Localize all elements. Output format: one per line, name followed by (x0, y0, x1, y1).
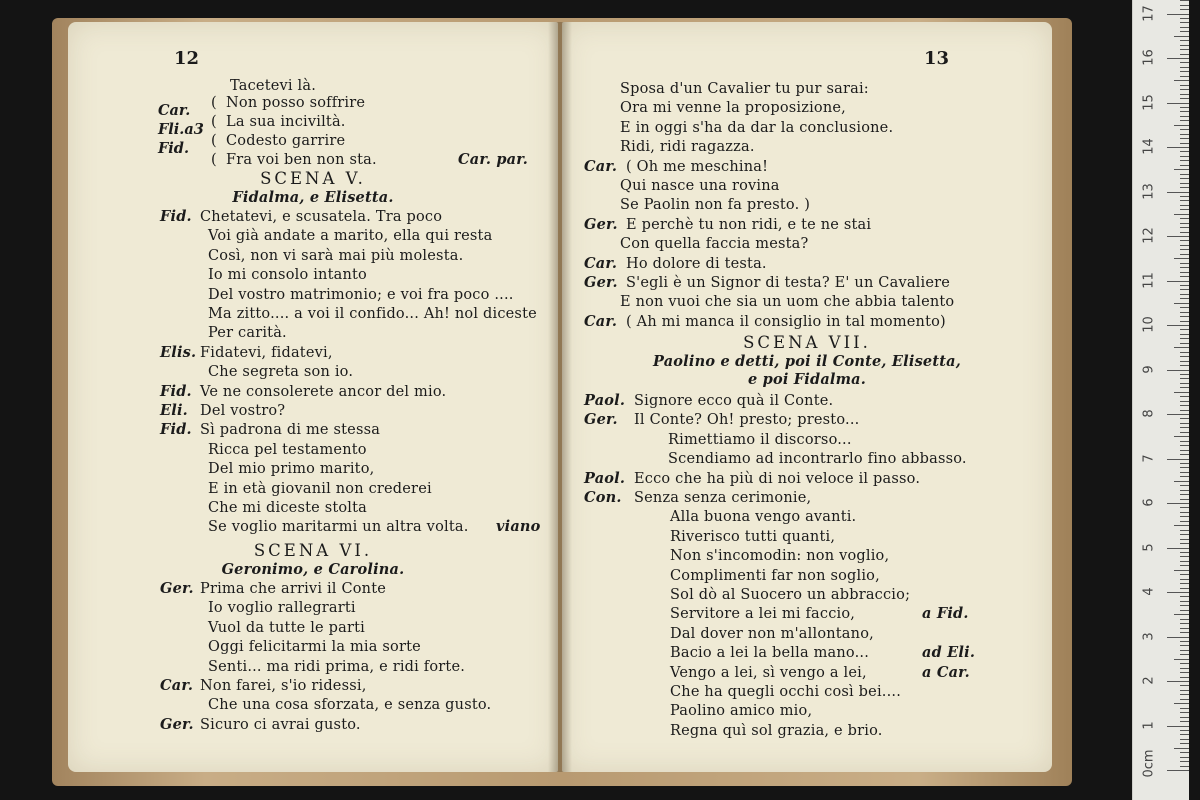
verse-line: Servitore a lei mi faccio, (670, 606, 856, 623)
ruler-tick (1180, 552, 1189, 553)
speaker-label: Ger. (584, 274, 618, 291)
ruler-number: 10 (1141, 316, 1157, 333)
ruler-unit-label: 0cm (1141, 749, 1157, 778)
speaker-label: Paol. (584, 392, 626, 409)
ruler-tick (1174, 659, 1189, 660)
verse-line: Ridi, ridi ragazza. (620, 139, 755, 156)
verse-line: E in età giovanil non crederei (208, 480, 432, 497)
speaker-label: Paol. (584, 469, 626, 487)
ruler-tick (1180, 654, 1189, 655)
ruler-tick (1174, 570, 1189, 571)
left-page-text (68, 22, 558, 772)
ruler-tick (1180, 67, 1189, 68)
ruler-tick (1180, 530, 1189, 531)
ruler-tick (1167, 325, 1189, 326)
ruler-number: 15 (1141, 93, 1157, 111)
chorus-brace: ( (211, 133, 217, 149)
ruler-tick (1180, 27, 1189, 28)
verse-line: Oggi felicitarmi la mia sorte (208, 639, 421, 656)
ruler-number: 5 (1141, 542, 1157, 552)
verse-line: Ve ne consolerete ancor del mio. (200, 383, 447, 400)
speaker-label: Car. (584, 312, 618, 330)
ruler-tick (1174, 36, 1189, 37)
ruler-tick (1174, 347, 1189, 348)
stage-direction: a Car. (922, 663, 970, 681)
ruler-tick (1180, 334, 1189, 335)
ruler-tick (1174, 392, 1189, 393)
ruler-tick (1180, 209, 1189, 210)
verse-line: E perchè tu non ridi, e te ne stai (626, 216, 872, 233)
verse-line: Regna quì sol grazia, e brio. (670, 722, 883, 739)
verse-line: Prima che arrivi il Conte (200, 581, 387, 597)
left-page-number: 12 (174, 48, 200, 69)
ruler-tick (1167, 103, 1189, 104)
ruler-tick (1167, 548, 1189, 549)
ruler-tick (1180, 423, 1189, 424)
ruler-tick (1180, 49, 1189, 50)
ruler-tick (1180, 534, 1189, 535)
verse-line: Riverisco tutti quanti, (670, 528, 836, 545)
ruler-tick (1174, 169, 1189, 170)
ruler-tick (1180, 605, 1189, 606)
verse-line: Rimettiamo il discorso... (668, 431, 852, 448)
ruler-tick (1180, 387, 1189, 388)
ruler-tick (1180, 178, 1189, 179)
ruler-tick (1180, 312, 1189, 313)
ruler-tick (1180, 539, 1189, 540)
ruler-tick (1180, 307, 1189, 308)
ruler-tick (1180, 338, 1189, 339)
ruler-tick (1180, 739, 1189, 740)
ruler-tick (1180, 556, 1189, 557)
ruler-tick (1180, 218, 1189, 219)
ruler-tick (1180, 650, 1189, 651)
ruler-tick (1174, 214, 1189, 215)
ruler-tick (1180, 134, 1189, 135)
ruler-tick (1180, 98, 1189, 99)
ruler-tick (1180, 463, 1189, 464)
ruler-tick (1180, 183, 1189, 184)
ruler-tick (1180, 343, 1189, 344)
ruler-tick (1180, 401, 1189, 402)
ruler-tick (1180, 151, 1189, 152)
chorus-line: Codesto garrire (226, 133, 346, 149)
stage-direction: a Fid. (922, 605, 969, 623)
ruler-tick (1167, 281, 1189, 282)
ruler-tick (1180, 196, 1189, 197)
ruler-tick (1180, 62, 1189, 63)
ruler-tick (1174, 703, 1189, 704)
ruler-tick (1180, 418, 1189, 419)
ruler-tick (1180, 441, 1189, 442)
verse-line: Che ha quegli occhi così bei.... (670, 684, 902, 700)
measuring-ruler (1132, 0, 1189, 800)
verse-line: Chetatevi, e scusatela. Tra poco (200, 209, 443, 225)
scene-heading: SCENA V. (260, 169, 366, 188)
ruler-tick (1180, 663, 1189, 664)
ruler-tick (1180, 254, 1189, 255)
ruler-tick (1180, 494, 1189, 495)
ruler-tick (1180, 245, 1189, 246)
ruler-tick (1180, 472, 1189, 473)
verse-line: Senti... ma ridi prima, e ridi forte. (208, 658, 466, 675)
ruler-tick (1174, 481, 1189, 482)
verse-line: Ma zitto.... a voi il confido... Ah! nol diceste (208, 306, 537, 322)
speaker-label: Ger. (160, 715, 194, 733)
ruler-tick (1174, 614, 1189, 615)
ruler-tick (1180, 71, 1189, 72)
speaker-label: Fid. (160, 208, 192, 225)
verse-line: Bacio a lei la bella mano... (670, 645, 870, 662)
ruler-number: 9 (1141, 364, 1157, 374)
ruler-tick (1180, 476, 1189, 477)
ruler-number: 6 (1141, 498, 1157, 507)
ruler-tick (1180, 699, 1189, 700)
ruler-tick (1180, 619, 1189, 620)
ruler-tick (1180, 289, 1189, 290)
ruler-tick (1180, 743, 1189, 744)
ruler-tick (1180, 561, 1189, 562)
ruler-tick (1180, 329, 1189, 330)
ruler-tick (1180, 356, 1189, 357)
ruler-tick (1180, 672, 1189, 673)
ruler-tick (1180, 383, 1189, 384)
ruler-tick (1180, 641, 1189, 642)
chorus-line: Non posso soffrire (226, 95, 366, 111)
verse-line: Ho dolore di testa. (626, 255, 767, 272)
ruler-tick (1180, 450, 1189, 451)
verse-line: S'egli è un Signor di testa? E' un Cavaliere (626, 275, 951, 291)
chorus-brace: ( (211, 95, 217, 111)
ruler-tick (1180, 298, 1189, 299)
ruler-tick (1167, 236, 1189, 237)
ruler-tick (1180, 410, 1189, 411)
ruler-tick (1180, 668, 1189, 669)
ruler-tick (1167, 414, 1189, 415)
speaker-label: Fid. (160, 421, 192, 439)
ruler-tick (1180, 761, 1189, 762)
ruler-tick (1180, 601, 1189, 602)
ruler-tick (1180, 223, 1189, 224)
ruler-tick (1180, 507, 1189, 508)
verse-line: E non vuoi che sia un uom che abbia talento (620, 294, 955, 311)
verse-line: Complimenti far non soglio, (670, 567, 880, 584)
ruler-tick (1180, 374, 1189, 375)
ruler-tick (1180, 45, 1189, 46)
ruler-number: 2 (1141, 676, 1157, 685)
ruler-tick (1174, 80, 1189, 81)
ruler-tick (1180, 200, 1189, 201)
verse-line: Che segreta son io. (208, 364, 354, 381)
verse-line: Se Paolin non fa presto. ) (620, 197, 811, 214)
ruler-tick (1180, 316, 1189, 317)
stage-direction: Car. par. (458, 151, 529, 168)
ruler-tick (1180, 596, 1189, 597)
verse-line: Sicuro ci avrai gusto. (200, 716, 361, 733)
verse-line: Ecco che ha più di noi veloce il passo. (634, 470, 921, 487)
ruler-tick (1180, 721, 1189, 722)
chorus-first-line: Tacetevi là. (230, 78, 317, 94)
verse-line: Qui nasce una rovina (620, 178, 780, 194)
ruler-tick (1180, 94, 1189, 95)
ruler-tick (1180, 54, 1189, 55)
ruler-tick (1174, 436, 1189, 437)
chorus-speaker-1: Car. (158, 102, 191, 119)
ruler-tick (1174, 525, 1189, 526)
ruler-tick (1174, 303, 1189, 304)
scene-heading: SCENA VI. (253, 541, 373, 560)
scene-heading: SCENA VII. (743, 333, 871, 352)
ruler-tick (1180, 499, 1189, 500)
ruler-tick (1180, 143, 1189, 144)
ruler-tick (1174, 748, 1189, 749)
ruler-tick (1180, 632, 1189, 633)
verse-line: Che una cosa sforzata, e senza gusto. (208, 697, 492, 714)
ruler-number: 12 (1141, 227, 1157, 244)
chorus-line: La sua inciviltà. (226, 114, 346, 130)
ruler-tick (1180, 129, 1189, 130)
ruler-tick (1180, 685, 1189, 686)
ruler-tick (1180, 174, 1189, 175)
ruler-tick (1180, 138, 1189, 139)
ruler-tick (1180, 9, 1189, 10)
ruler-tick (1180, 645, 1189, 646)
stage-direction: viano (496, 518, 541, 536)
ruler-tick (1180, 352, 1189, 353)
ruler-tick (1180, 107, 1189, 108)
ruler-number: 11 (1141, 271, 1157, 289)
ruler-tick (1180, 516, 1189, 517)
verse-line: Scendiamo ad incontrarlo fino abbasso. (668, 451, 967, 468)
chorus-speaker-2: Fli.a3 (158, 121, 204, 138)
speaker-label: Car. (584, 157, 618, 175)
ruler-number: 14 (1141, 138, 1157, 155)
ruler-tick (1180, 432, 1189, 433)
ruler-tick (1180, 485, 1189, 486)
ruler-tick (1167, 58, 1189, 59)
ruler-tick (1180, 574, 1189, 575)
ruler-tick (1180, 610, 1189, 611)
ruler-tick (1180, 521, 1189, 522)
ruler-tick (1180, 240, 1189, 241)
scene-cast: Fidalma, e Elisetta. (232, 189, 394, 206)
ruler-tick (1180, 588, 1189, 589)
ruler-tick (1180, 272, 1189, 273)
speaker-label: Car. (584, 254, 618, 272)
scene-cast: e poi Fidalma. (747, 371, 867, 388)
verse-line: Del vostro? (200, 403, 286, 419)
ruler-tick (1167, 770, 1189, 771)
left-page (68, 22, 558, 772)
ruler-tick (1180, 730, 1189, 731)
right-page-text (562, 22, 1052, 772)
ruler-tick (1180, 276, 1189, 277)
ruler-tick (1167, 592, 1189, 593)
ruler-tick (1180, 579, 1189, 580)
ruler-tick (1180, 628, 1189, 629)
verse-line: E in oggi s'ha da dar la conclusione. (620, 119, 894, 136)
ruler-tick (1180, 690, 1189, 691)
ruler-tick (1180, 752, 1189, 753)
verse-line: Con quella faccia mesta? (620, 236, 809, 253)
verse-line: Alla buona vengo avanti. (670, 509, 857, 526)
scene-cast: Geronimo, e Carolina. (221, 561, 405, 578)
verse-line: Il Conte? Oh! presto; presto... (634, 412, 860, 429)
ruler-tick (1180, 766, 1189, 767)
ruler-tick (1180, 677, 1189, 678)
ruler-tick (1180, 165, 1189, 166)
right-page (562, 22, 1052, 772)
ruler-tick (1180, 565, 1189, 566)
stage-direction: ad Eli. (922, 644, 976, 662)
ruler-number: 3 (1141, 631, 1157, 641)
scene-cast: Paolino e detti, poi il Conte, Elisetta, (653, 353, 961, 370)
verse-line: Del vostro matrimonio; e voi fra poco .... (208, 286, 514, 303)
ruler-tick (1180, 694, 1189, 695)
ruler-tick (1180, 543, 1189, 544)
chorus-brace: ( (211, 114, 217, 130)
verse-line: Ricca pel testamento (208, 441, 367, 458)
verse-line: Se voglio maritarmi un altra volta. (208, 519, 469, 536)
verse-line: Senza senza cerimonie, (634, 490, 812, 506)
ruler-tick (1180, 22, 1189, 23)
ruler-tick (1180, 40, 1189, 41)
verse-line: Sì padrona di me stessa (200, 422, 381, 439)
verse-line: ( Ah mi manca il consiglio in tal momento) (626, 313, 946, 330)
ruler-tick (1180, 31, 1189, 32)
ruler-tick (1180, 18, 1189, 19)
verse-line: Vengo a lei, sì vengo a lei, (670, 664, 867, 681)
ruler-tick (1180, 249, 1189, 250)
verse-line: ( Oh me meschina! (626, 158, 769, 175)
speaker-label: Con. (584, 489, 622, 506)
ruler-tick (1180, 5, 1189, 6)
ruler-tick (1167, 503, 1189, 504)
book-gutter (548, 22, 572, 772)
verse-line: Io mi consolo intanto (208, 267, 367, 284)
ruler-tick (1174, 258, 1189, 259)
verse-line: Sposa d'un Cavalier tu pur sarai: (620, 81, 869, 97)
ruler-tick (1180, 227, 1189, 228)
ruler-tick (1180, 623, 1189, 624)
verse-line: Signore ecco quà il Conte. (634, 393, 834, 409)
ruler-tick (1180, 717, 1189, 718)
ruler-tick (1180, 712, 1189, 713)
ruler-tick (1180, 294, 1189, 295)
verse-line: Paolino amico mio, (670, 703, 813, 720)
ruler-tick (1180, 321, 1189, 322)
ruler-tick (1167, 14, 1189, 15)
chorus-brace: ( (211, 152, 217, 168)
ruler-tick (1174, 125, 1189, 126)
verse-line: Che mi diceste stolta (208, 500, 368, 516)
ruler-tick (1180, 512, 1189, 513)
verse-line: Fidatevi, fidatevi, (200, 344, 333, 361)
ruler-tick (1167, 459, 1189, 460)
speaker-label: Ger. (584, 215, 618, 233)
ruler-tick (1167, 192, 1189, 193)
ruler-tick (1180, 490, 1189, 491)
ruler-number: 16 (1141, 49, 1157, 66)
ruler-tick (1180, 76, 1189, 77)
ruler-tick (1180, 405, 1189, 406)
ruler-tick (1180, 111, 1189, 112)
speaker-label: Elis. (160, 343, 197, 361)
verse-line: Sol dò al Suocero un abbraccio; (670, 587, 911, 603)
speaker-label: Fid. (160, 382, 192, 400)
ruler-tick (1180, 467, 1189, 468)
speaker-label: Eli. (160, 402, 188, 419)
ruler-tick (1180, 361, 1189, 362)
ruler-tick (1180, 89, 1189, 90)
verse-line: Così, non vi sarà mai più molesta. (208, 247, 464, 264)
ruler-tick (1167, 637, 1189, 638)
ruler-tick (1180, 708, 1189, 709)
ruler-number: 8 (1141, 409, 1157, 418)
verse-line: Non s'incomodin: non voglio, (670, 548, 890, 565)
ruler-tick (1180, 583, 1189, 584)
verse-line: Non farei, s'io ridessi, (200, 678, 367, 694)
ruler-tick (1167, 370, 1189, 371)
ruler-tick (1180, 160, 1189, 161)
speaker-label: Ger. (160, 580, 194, 597)
verse-line: Dal dover non m'allontano, (670, 625, 874, 642)
ruler-number: 4 (1141, 587, 1157, 596)
ruler-tick (1180, 396, 1189, 397)
ruler-tick (1180, 285, 1189, 286)
chorus-speaker-3: Fid. (158, 140, 189, 157)
ruler-number: 7 (1141, 453, 1157, 463)
ruler-tick (1180, 263, 1189, 264)
speaker-label: Ger. (584, 411, 618, 429)
verse-line: Per carità. (208, 325, 287, 342)
ruler-tick (1180, 205, 1189, 206)
ruler-tick (1167, 681, 1189, 682)
ruler-tick (1180, 454, 1189, 455)
verse-line: Del mio primo marito, (208, 461, 375, 478)
speaker-label: Car. (160, 677, 194, 694)
verse-line: Voi già andate a marito, ella qui resta (208, 228, 493, 245)
ruler-tick (1167, 147, 1189, 148)
ruler-tick (1180, 232, 1189, 233)
ruler-tick (1180, 187, 1189, 188)
ruler-tick (1180, 427, 1189, 428)
ruler-tick (1180, 85, 1189, 86)
verse-line: Io voglio rallegrarti (208, 600, 356, 617)
verse-line: Vuol da tutte le parti (208, 619, 365, 636)
ruler-tick (1167, 726, 1189, 727)
ruler-number: 1 (1141, 720, 1157, 730)
ruler-tick (1180, 757, 1189, 758)
ruler-number: 13 (1141, 182, 1157, 200)
ruler-tick (1180, 267, 1189, 268)
verse-line: Ora mi venne la proposizione, (620, 100, 846, 117)
ruler-number: 17 (1141, 4, 1157, 22)
ruler-tick (1180, 156, 1189, 157)
ruler-tick (1180, 445, 1189, 446)
ruler-tick (1180, 734, 1189, 735)
right-page-number: 13 (924, 48, 950, 69)
ruler-tick (1180, 0, 1189, 1)
ruler-tick (1180, 116, 1189, 117)
chorus-line: Fra voi ben non sta. (226, 152, 377, 168)
ruler-tick (1180, 120, 1189, 121)
ruler-tick (1180, 365, 1189, 366)
ruler-tick (1180, 378, 1189, 379)
